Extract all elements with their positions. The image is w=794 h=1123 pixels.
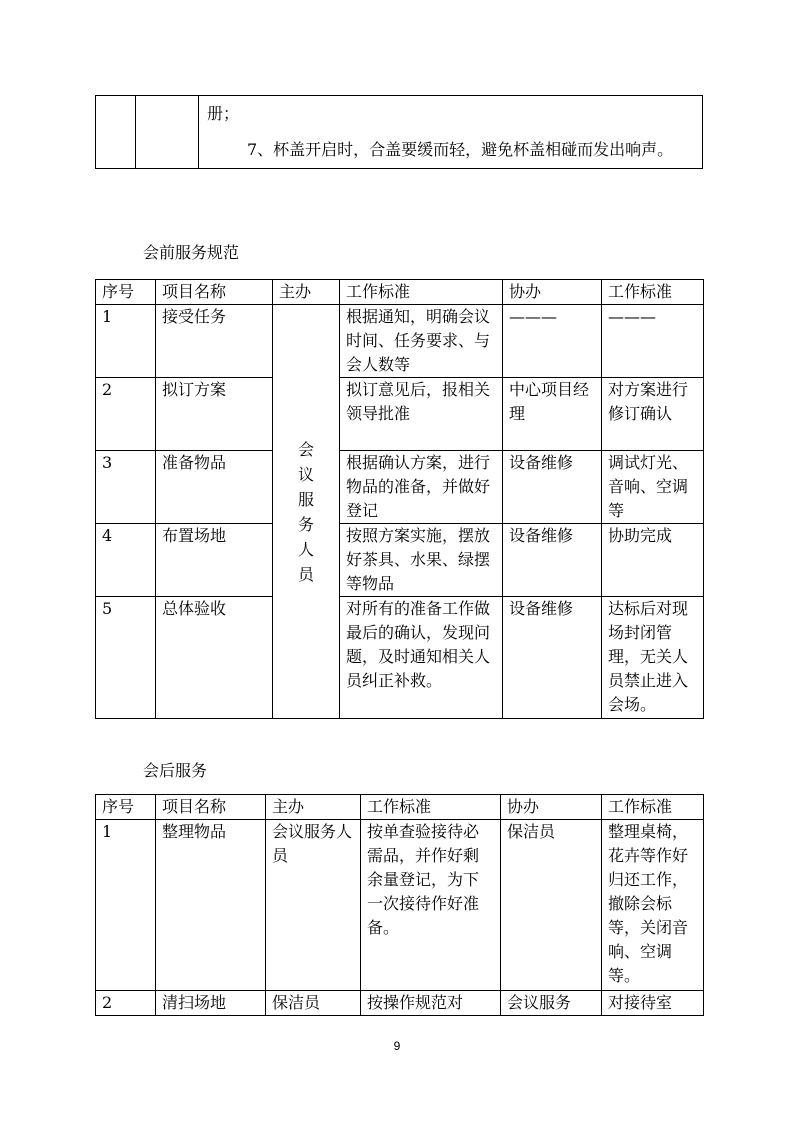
header-cell: 协办 xyxy=(503,280,602,305)
row-name: 清扫场地 xyxy=(156,991,266,1016)
row-standard: 按照方案实施，摆放好茶具、水果、绿摆等物品 xyxy=(340,524,503,597)
section-title-post-meeting: 会后服务 xyxy=(143,761,208,780)
row-standard: 对所有的准备工作做最后的确认，发现问题，及时通知相关人员纠正补救。 xyxy=(340,597,503,719)
header-cell: 主办 xyxy=(266,795,361,820)
header-cell: 项目名称 xyxy=(156,280,273,305)
row-assist-standard: 对方案进行修订确认 xyxy=(602,378,704,451)
header-cell: 协办 xyxy=(501,795,602,820)
row-standard: 根据确认方案，进行物品的准备，并做好登记 xyxy=(340,451,503,524)
continuation-empty-cell xyxy=(96,96,136,169)
row-name: 总体验收 xyxy=(156,597,273,719)
row-number: 2 xyxy=(96,378,156,451)
row-assist: 保洁员 xyxy=(501,820,602,991)
continuation-paragraph: 7、杯盖开启时，合盖要缓而轻，避免杯盖相碰而发出响声。 xyxy=(247,140,674,159)
table-row xyxy=(96,524,704,597)
host-label: 会议服务人员 xyxy=(297,439,314,584)
table-row xyxy=(96,597,704,719)
row-number: 1 xyxy=(96,305,156,378)
row-standard: 根据通知，明确会议时间、任务要求、与会人数等 xyxy=(340,305,503,378)
header-cell: 工作标准 xyxy=(340,280,503,305)
page-number: 9 xyxy=(393,1039,401,1053)
row-name: 接受任务 xyxy=(156,305,273,378)
header-cell: 项目名称 xyxy=(156,795,266,820)
row-number: 2 xyxy=(96,991,156,1016)
header-cell: 工作标准 xyxy=(602,280,704,305)
table-header-row xyxy=(96,795,704,820)
row-assist-standard: 对接待室 xyxy=(602,991,704,1016)
row-assist: 中心项目经理 xyxy=(503,378,602,451)
row-assist-standard: 达标后对现场封闭管理，无关人员禁止进入会场。 xyxy=(602,597,704,719)
table-row xyxy=(96,820,704,991)
row-number: 4 xyxy=(96,524,156,597)
header-cell: 主办 xyxy=(273,280,340,305)
continuation-table xyxy=(95,95,703,169)
row-assist: 会议服务 xyxy=(501,991,602,1016)
row-host: 保洁员 xyxy=(266,991,361,1016)
row-assist-standard: 协助完成 xyxy=(602,524,704,597)
row-assist: ——— xyxy=(503,305,602,378)
row-name: 拟订方案 xyxy=(156,378,273,451)
row-assist-standard: 调试灯光、音响、空调等 xyxy=(602,451,704,524)
row-assist: 设备维修 xyxy=(503,524,602,597)
row-assist-standard: 整理桌椅，花卉等作好归还工作，撤除会标等，关闭音响、空调等。 xyxy=(602,820,704,991)
header-cell: 工作标准 xyxy=(361,795,501,820)
row-standard: 拟订意见后，报相关领导批准 xyxy=(340,378,503,451)
table-row xyxy=(96,991,704,1016)
row-name: 整理物品 xyxy=(156,820,266,991)
row-number: 5 xyxy=(96,597,156,719)
continuation-text-cell xyxy=(199,96,703,169)
row-name: 布置场地 xyxy=(156,524,273,597)
row-standard: 按单查验接待必需品，并作好剩余量登记，为下一次接待作好准备。 xyxy=(361,820,501,991)
row-assist: 设备维修 xyxy=(503,451,602,524)
header-cell: 工作标准 xyxy=(602,795,704,820)
pre-meeting-table xyxy=(95,279,704,719)
section-title-pre-meeting: 会前服务规范 xyxy=(143,243,240,262)
row-number: 3 xyxy=(96,451,156,524)
post-meeting-table xyxy=(95,794,704,1016)
header-cell: 序号 xyxy=(96,280,156,305)
table-row xyxy=(96,451,704,524)
table-header-row xyxy=(96,280,704,305)
table-row xyxy=(96,305,704,378)
row-assist: 设备维修 xyxy=(503,597,602,719)
continuation-line: 册； xyxy=(207,104,240,123)
continuation-empty-cell xyxy=(136,96,199,169)
host-cell xyxy=(273,305,340,719)
row-name: 准备物品 xyxy=(156,451,273,524)
row-assist-standard: ——— xyxy=(602,305,704,378)
row-host: 会议服务人员 xyxy=(266,820,361,991)
row-number: 1 xyxy=(96,820,156,991)
header-cell: 序号 xyxy=(96,795,156,820)
table-row xyxy=(96,378,704,451)
row-standard: 按操作规范对 xyxy=(361,991,501,1016)
